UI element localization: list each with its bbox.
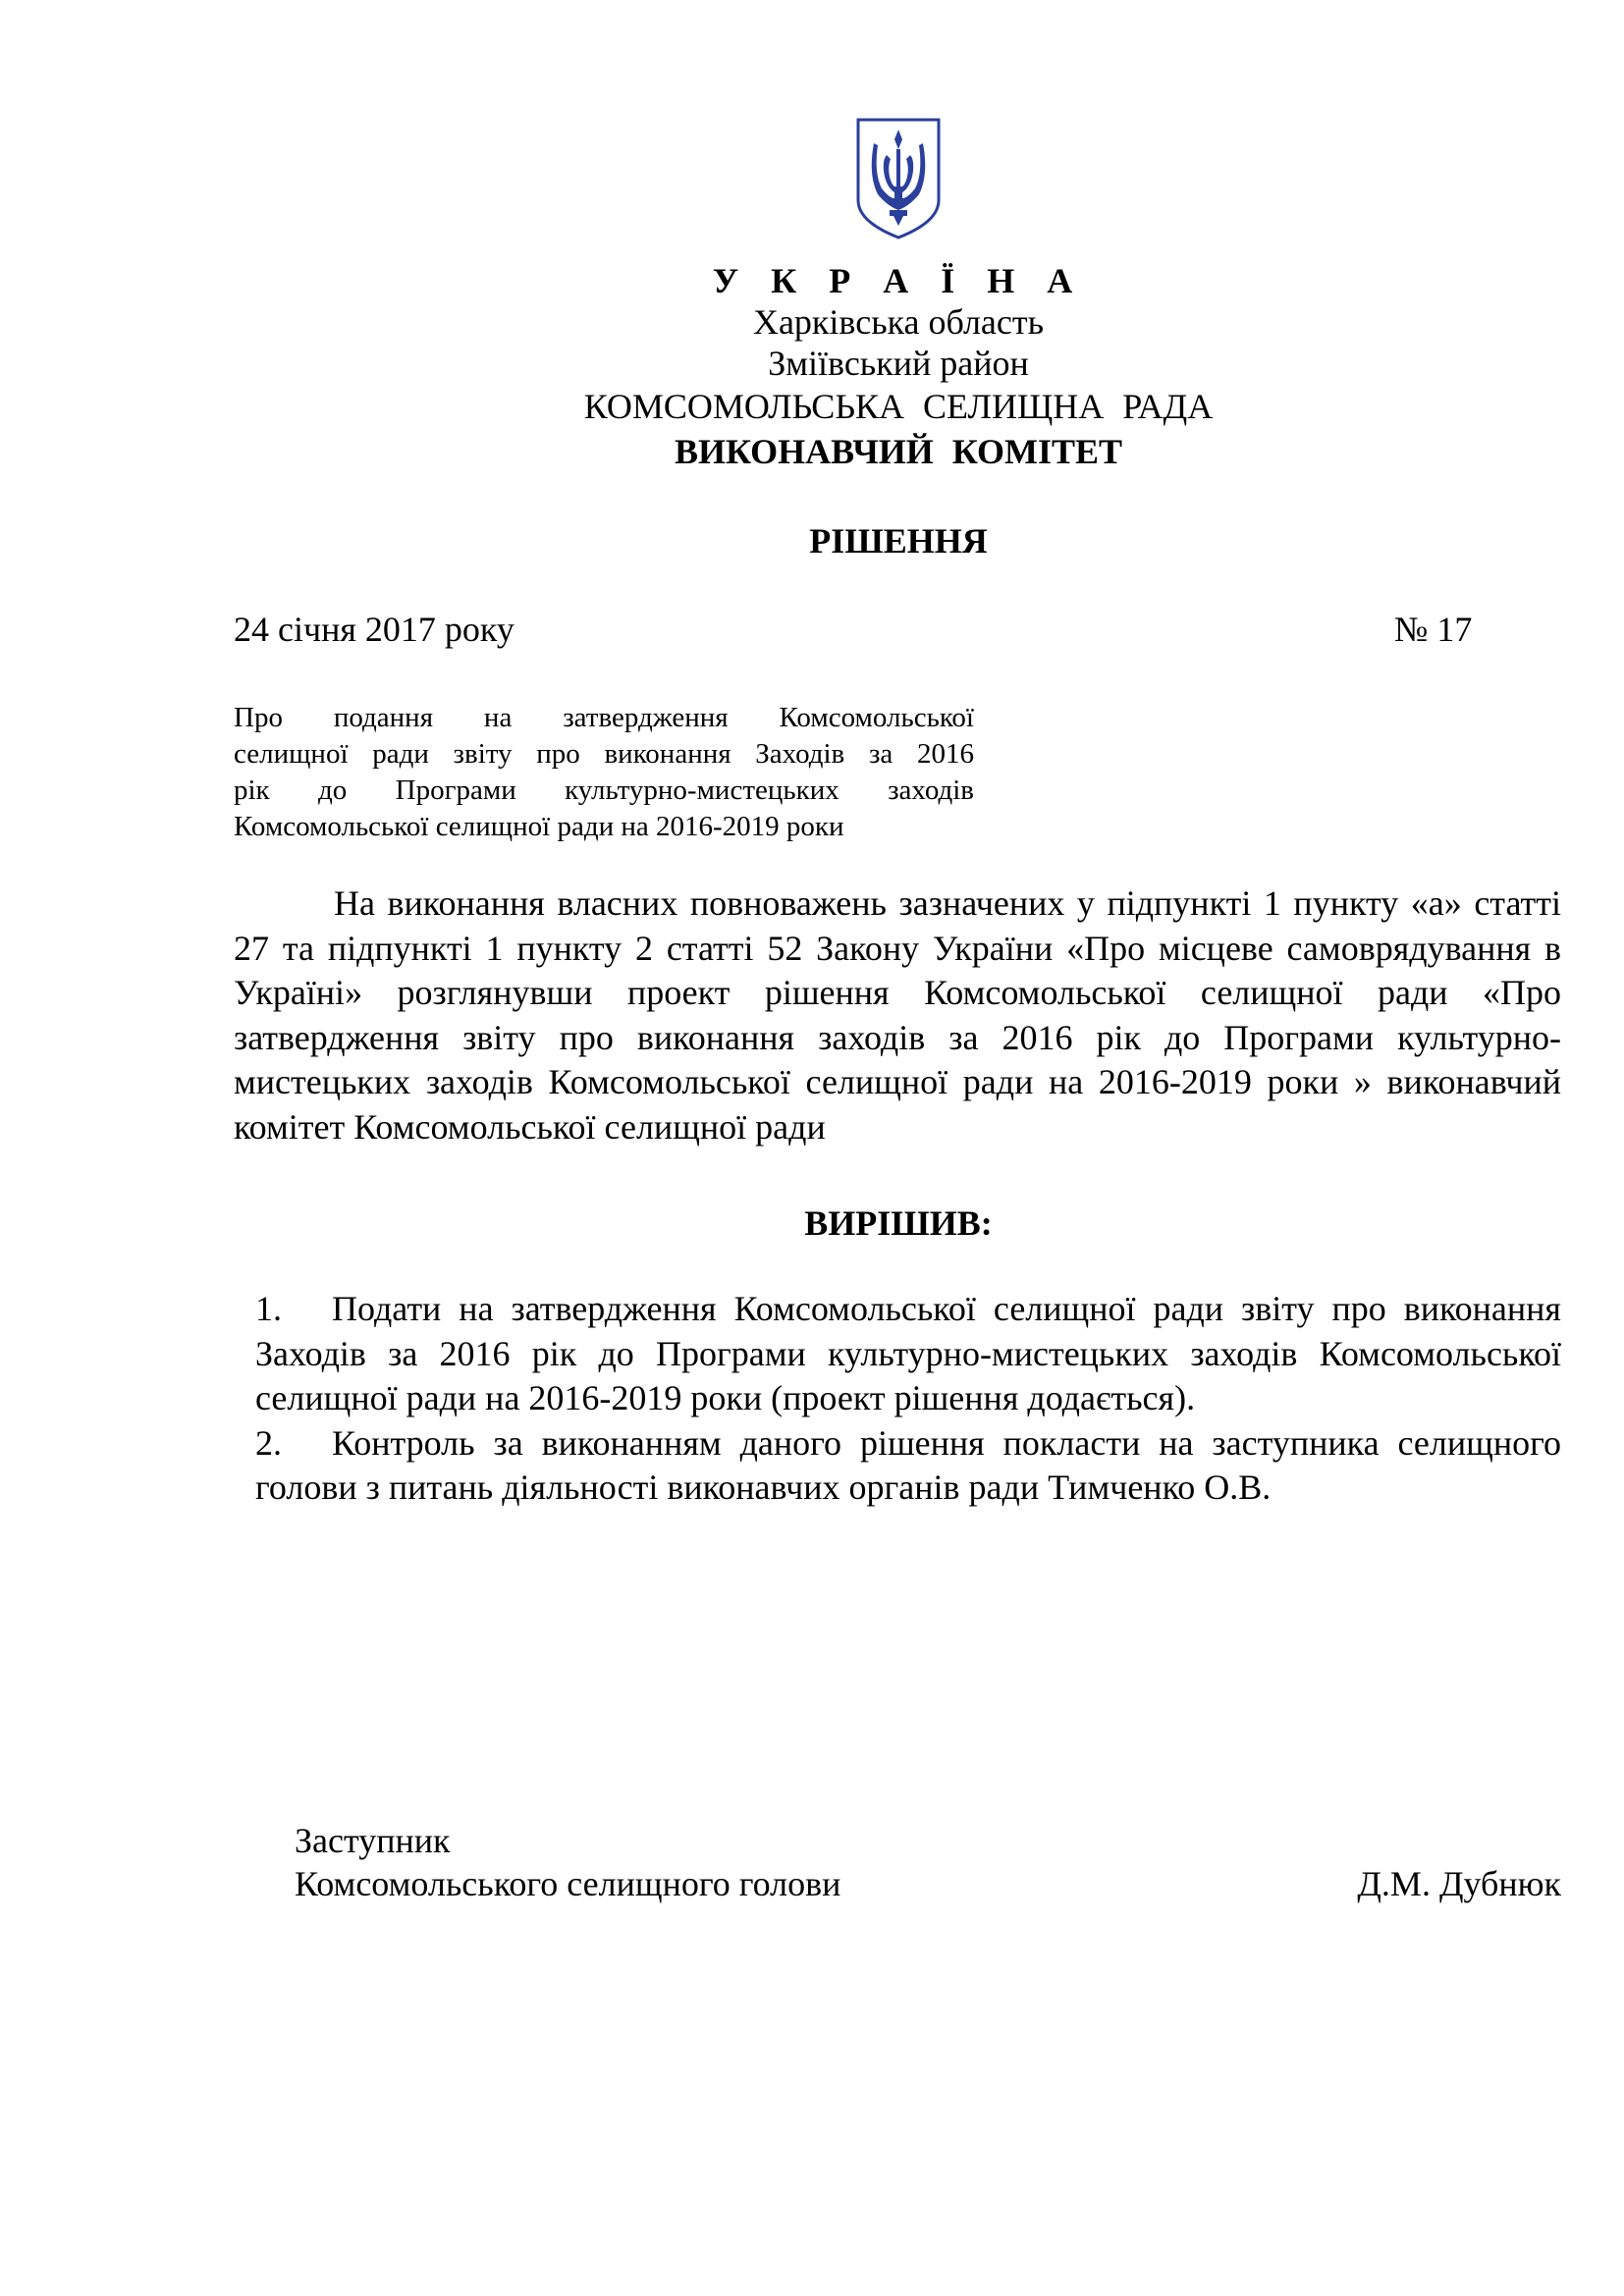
resolution-item [234, 1287, 1561, 1421]
subject-line: Комсомольської селищної ради на 2016-2019 роки [234, 811, 844, 842]
oblast-name: Харківська область [752, 302, 1045, 342]
resolution-item [234, 1421, 1561, 1511]
decision-title: РІШЕННЯ [809, 521, 988, 561]
coat-of-arms-icon [854, 116, 943, 241]
subject-line: Про подання на затвердження Комсомольської [234, 702, 974, 733]
subject-line: рік до Програми культурно-мистецьких заходів [234, 774, 974, 806]
resolved-heading: ВИРІШИВ: [804, 1203, 993, 1243]
decision-date: 24 січня 2017 року [234, 610, 514, 649]
committee-name: ВИКОНАВЧИЙ КОМІТЕТ [674, 432, 1123, 471]
council-name: КОМСОМОЛЬСЬКА СЕЛИЩНА РАДА [583, 387, 1214, 426]
signatory-position: Заступник [295, 1821, 451, 1860]
signatory-position-detail: Комсомольського селищного голови [295, 1864, 841, 1903]
decision-subject [234, 700, 974, 845]
item-text: Контроль за виконанням даного рішення покласти на заступника селищного голови з питань діяльності виконавчих органів ради Тимченко О.В. [255, 1422, 1561, 1508]
preamble-paragraph: На виконання власних повноважень зазначених у підпункті 1 пункту «а» статті 27 та підпункті 1 пункту 2 статті 52 Закону України «Про місцеве самоврядування в Україні» розглянувши проект рішення Комсомольської селищної ради «Про затвердження звіту про виконання заходів за 2016 рік до Програми культурно-мистецьких заходів Комсомольської селищної ради на 2016-2019 роки » виконавчий комітет Комсомольської селищної ради [234, 883, 1561, 1147]
resolution-items [234, 1287, 1561, 1511]
item-text: Подати на затвердження Комсомольської селищної ради звіту про виконання Заходів за 2016 рік до Програми культурно-мистецьких заходів Комсомольської селищної ради на 2016-2019 роки (проект рішення додається). [255, 1289, 1561, 1418]
rayon-name: Зміївський район [768, 344, 1029, 383]
signatory-name: Д.М. Дубнюк [1357, 1864, 1561, 1903]
country-name: У К Р А Ї Н А [712, 261, 1085, 300]
item-number: 2. [255, 1422, 282, 1463]
subject-line: селищної ради звіту про виконання Заходів за 2016 [234, 738, 974, 770]
decision-number: № 17 [1394, 610, 1473, 649]
signature-block [295, 1819, 1561, 1905]
item-number: 1. [255, 1289, 282, 1328]
